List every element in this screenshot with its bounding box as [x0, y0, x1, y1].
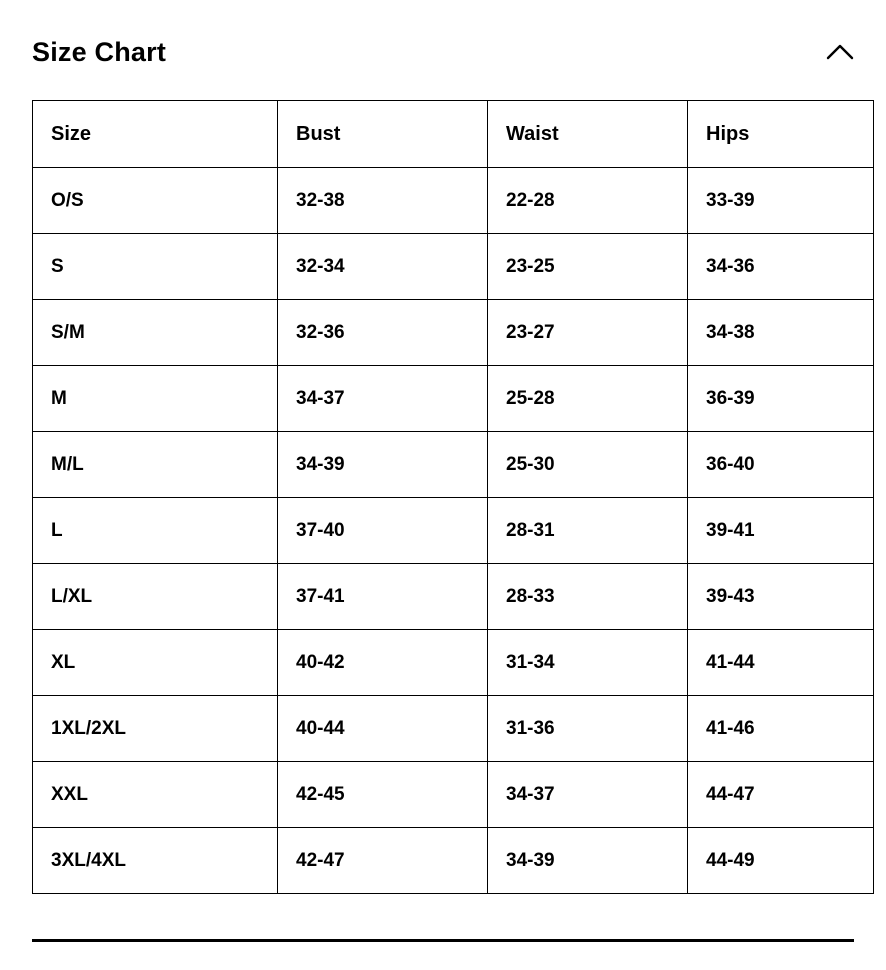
cell-waist: 25-30: [488, 432, 688, 498]
table-head: [33, 101, 874, 168]
column-header-waist: Waist: [488, 101, 688, 168]
table-row: [33, 630, 874, 696]
cell-waist: 31-34: [488, 630, 688, 696]
cell-bust: 32-38: [278, 168, 488, 234]
cell-waist: 23-27: [488, 300, 688, 366]
cell-bust: 37-40: [278, 498, 488, 564]
cell-size: L: [33, 498, 278, 564]
table-row: [33, 696, 874, 762]
cell-size: M: [33, 366, 278, 432]
cell-hips: 36-39: [688, 366, 874, 432]
cell-waist: 28-33: [488, 564, 688, 630]
cell-waist: 22-28: [488, 168, 688, 234]
table-row: [33, 762, 874, 828]
chevron-up-icon[interactable]: [820, 32, 860, 72]
table-header-row: [33, 101, 874, 168]
table-row: [33, 564, 874, 630]
page-title: Size Chart: [32, 36, 167, 67]
cell-size: M/L: [33, 432, 278, 498]
cell-bust: 34-39: [278, 432, 488, 498]
cell-hips: 34-36: [688, 234, 874, 300]
cell-size: L/XL: [33, 564, 278, 630]
table-row: [33, 432, 874, 498]
cell-size: XL: [33, 630, 278, 696]
table-body: [33, 168, 874, 894]
column-header-hips: Hips: [688, 101, 874, 168]
table-row: [33, 168, 874, 234]
cell-hips: 39-41: [688, 498, 874, 564]
cell-size: XXL: [33, 762, 278, 828]
cell-bust: 42-47: [278, 828, 488, 894]
cell-waist: 23-25: [488, 234, 688, 300]
cell-waist: 28-31: [488, 498, 688, 564]
column-header-size: Size: [33, 101, 278, 168]
table-row: [33, 366, 874, 432]
column-header-bust: Bust: [278, 101, 488, 168]
cell-bust: 37-41: [278, 564, 488, 630]
cell-bust: 40-44: [278, 696, 488, 762]
cell-bust: 40-42: [278, 630, 488, 696]
cell-hips: 33-39: [688, 168, 874, 234]
cell-hips: 41-46: [688, 696, 874, 762]
cell-bust: 42-45: [278, 762, 488, 828]
cell-size: O/S: [33, 168, 278, 234]
table-row: [33, 234, 874, 300]
table-row: [33, 828, 874, 894]
cell-bust: 32-34: [278, 234, 488, 300]
cell-hips: 39-43: [688, 564, 874, 630]
cell-hips: 36-40: [688, 432, 874, 498]
cell-waist: 31-36: [488, 696, 688, 762]
cell-hips: 44-49: [688, 828, 874, 894]
cell-waist: 34-37: [488, 762, 688, 828]
cell-bust: 34-37: [278, 366, 488, 432]
section-divider: [32, 939, 854, 942]
size-table: [32, 100, 874, 894]
cell-size: 1XL/2XL: [33, 696, 278, 762]
cell-size: 3XL/4XL: [33, 828, 278, 894]
size-table-container: [0, 74, 886, 894]
table-row: [33, 498, 874, 564]
cell-hips: 34-38: [688, 300, 874, 366]
cell-hips: 44-47: [688, 762, 874, 828]
cell-bust: 32-36: [278, 300, 488, 366]
cell-hips: 41-44: [688, 630, 874, 696]
table-row: [33, 300, 874, 366]
chevron-up-glyph: [826, 43, 854, 61]
size-chart-header[interactable]: [0, 0, 886, 74]
cell-waist: 34-39: [488, 828, 688, 894]
cell-size: S: [33, 234, 278, 300]
cell-size: S/M: [33, 300, 278, 366]
cell-waist: 25-28: [488, 366, 688, 432]
